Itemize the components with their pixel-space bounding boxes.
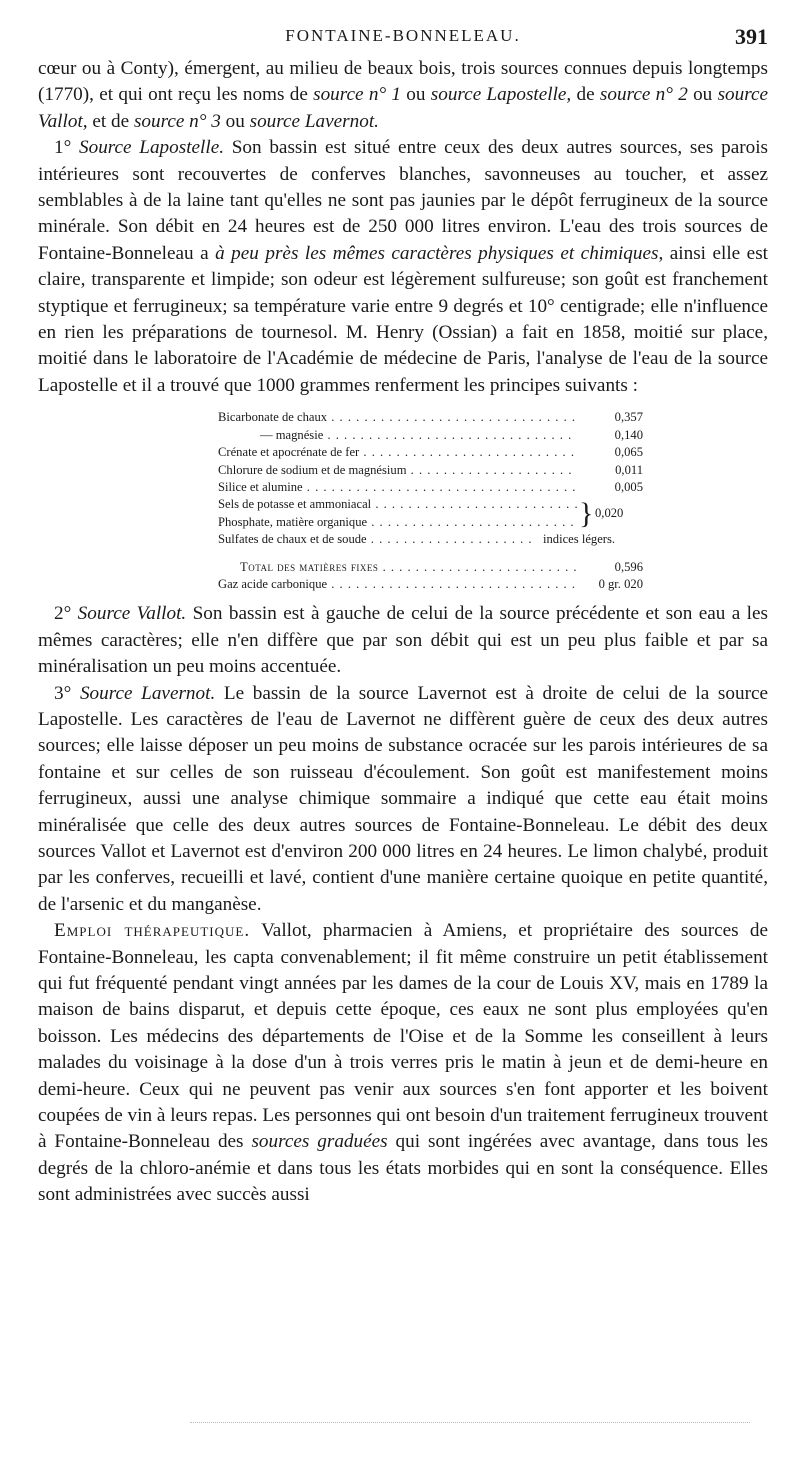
table-row: Sels de potasse et ammoniacal . . . bbox=[218, 496, 579, 513]
section-heading: Source Vallot. bbox=[77, 603, 187, 625]
table-row: Bicarbonate de chaux . . . 0,357 bbox=[218, 409, 643, 426]
analysis-table bbox=[218, 409, 643, 593]
section-heading: Source Lapostelle. bbox=[79, 137, 225, 159]
brace-glyph: } bbox=[579, 496, 594, 530]
paragraph-source-lavernot: 3° Source Lavernot. Le bassin de la source Lavernot est à droite de celui de la source Lapostelle. Les caractères de l'eau de Lavernot ne diffèrent guère de ceux des deux autres sources; elle laisse déposer un peu moins de substance ocracée sur les parois intérieures de sa fontaine et sur celles de son ruisseau d'écoulement. Son goût est manifestement moins ferrugineux, aussi une analyse chimique sommaire a indiqué que cette eau était moins minéralisée que celle des deux autres sources de Fontaine-Bonneleau. Le débit des deux sources Vallot et Lavernot est d'environ 200 000 litres en 24 heures. Le limon chalybé, produit par les conferves, recueilli et lavé, contient d'une manière certaine quoique en petite quantité, de l'arsenic et du manganèse. bbox=[38, 682, 768, 915]
table-row-group: Sels de potasse et ammoniacal . . . Phosphate, matière organique . . . } 0,020 bbox=[218, 496, 643, 531]
paragraph-source-vallot: 2° Source Vallot. Son bassin est à gauche de celui de la source précédente et son eau a les mêmes caractères; elle n'en diffère que par son débit qui est un peu plus faible et par sa minéralisation un peu moins accentuée. bbox=[38, 603, 769, 678]
paragraph-source-lapostelle: 1° Source Lapostelle. Son bassin est situé entre ceux des deux autres sources, ses parois intérieures sont recouvertes de conferves blanches, savonneuses au toucher, et assez semblables à de la laine tant qu'elles ne sont pas jaunies par le dépôt ferrugineux de la source minérale. Son débit en 24 heures est de 250 000 litres environ. L'eau des trois sources de Fontaine-Bonneleau a à peu près les mêmes caractères physiques et chimiques, ainsi elle est claire, transparente et limpide; son odeur est légèrement sulfureuse; son goût est franchement styptique et ferrugineux; sa température varie entre 9 degrés et 10° centigrade; elle n'influence en rien les préparations de tournesol. M. Henry (Ossian) a fait en 1858, moitié sur place, moitié dans le laboratoire de l'Académie de médecine de Paris, l'analyse de l'eau de la source Lapostelle et il a trouvé que 1000 grammes renferment les principes suivants : bbox=[38, 137, 769, 396]
table-row: Sulfates de chaux et de soude . . . indices légers. bbox=[218, 531, 643, 548]
section-heading: Source Lavernot. bbox=[79, 682, 216, 704]
table-total-row: Total des matières fixes . . . 0,596 bbox=[218, 559, 643, 576]
page-header bbox=[38, 26, 768, 56]
paragraph-therapeutic-use: Emploi thérapeutique. Vallot, pharmacien à Amiens, et propriétaire des sources de Fontaine-Bonneleau, les capta convenablement; il fit même construire un petit établissement qui fut fréquenté pendant vingt années par les dames de la cour de Louis XV, mais en 1789 la maison de bains disparut, et depuis cette époque, ces eaux ne sont plus employées qu'en boisson. Les médecins des départements de l'Oise et de la Somme les conseillent à leurs malades du voisinage à la dose d'un à trois verres pris le matin à jeun et de demi-heure en demi-heure. Ceux qui ne peuvent pas venir aux sources s'en font apporter et les boivent coupées de vin à leurs repas. Les personnes qui ont besoin d'un traitement ferrugineux trouvent à Fontaine-Bonneleau des sources graduées qui sont ingérées avec avantage, dans tous les degrés de la chloro-anémie et dans tous les états morbides qui en sont la conséquence. Elles sont administrées avec succès aussi bbox=[38, 920, 768, 1206]
table-row: Silice et alumine . . . 0,005 bbox=[218, 479, 643, 496]
table-row: Crénate et apocrénate de fer . . . 0,065 bbox=[218, 444, 643, 461]
document-page bbox=[38, 26, 768, 1209]
page-bottom-rule bbox=[190, 1422, 750, 1424]
page-number: 391 bbox=[735, 24, 768, 49]
table-row: — magnésie . . . 0,140 bbox=[218, 427, 643, 444]
section-heading: Emploi thérapeutique. bbox=[54, 920, 251, 942]
table-gas-row: Gaz acide carbonique . . . 0 gr. 020 bbox=[218, 576, 643, 593]
paragraph-sources-intro: cœur ou à Conty), émergent, au milieu de beaux bois, trois sources connues depuis longtemps (1770), et qui ont reçu les noms de source n° 1 ou source Lapostelle, de source n° 2 ou source Vallot, et de source n° 3 ou source Lavernot. bbox=[38, 58, 769, 132]
table-row: Phosphate, matière organique . . . bbox=[218, 514, 579, 531]
running-title: FONTAINE-BONNELEAU. bbox=[285, 26, 521, 45]
table-row: Chlorure de sodium et de magnésium . . . 0,011 bbox=[218, 462, 643, 479]
